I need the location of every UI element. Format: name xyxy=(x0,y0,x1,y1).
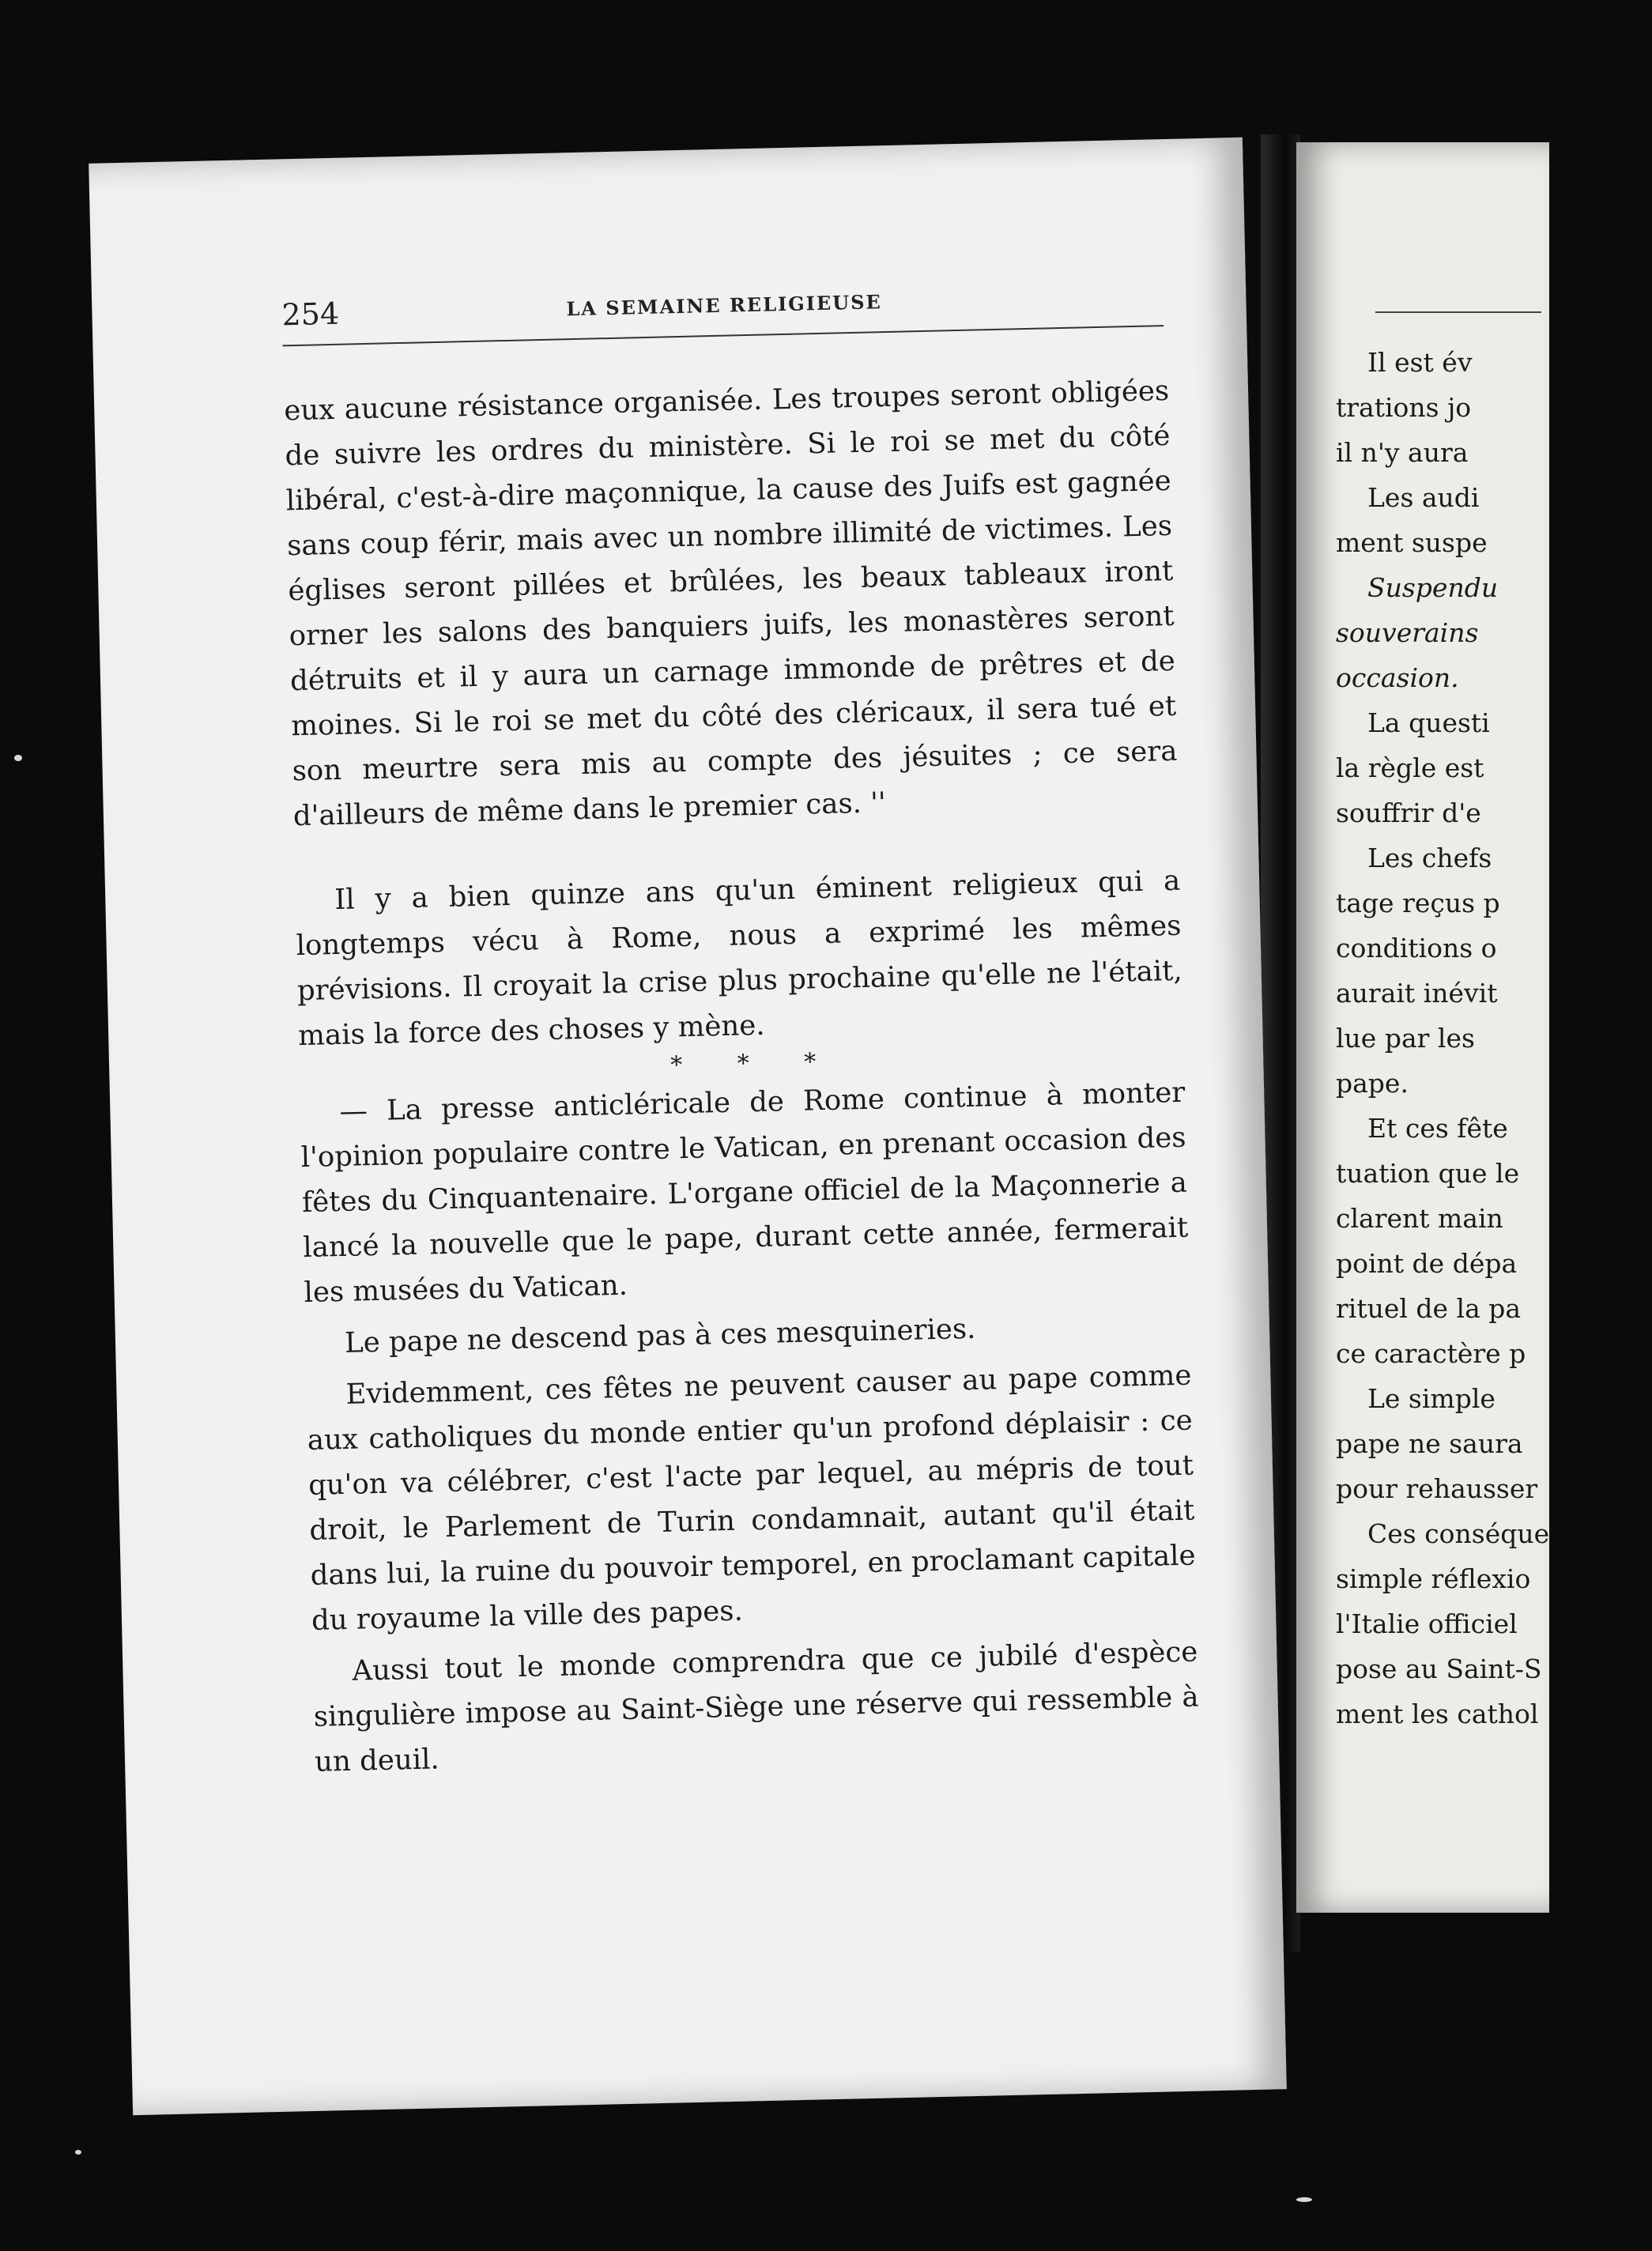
right-line: conditions o xyxy=(1336,933,1497,963)
left-page xyxy=(89,138,1287,2115)
right-line: tuation que le xyxy=(1336,1158,1520,1189)
right-line: lue par les xyxy=(1336,1023,1475,1054)
right-line: Suspendu xyxy=(1367,572,1499,603)
right-line: clarent main xyxy=(1336,1203,1503,1234)
page-number: 254 xyxy=(281,296,340,333)
right-line: occasion. xyxy=(1336,662,1459,693)
right-line: aurait inévit xyxy=(1336,978,1498,1009)
right-line: Et ces fête xyxy=(1367,1113,1508,1144)
paragraph: Il y a bien quinze ans qu'un éminent religieux qui a longtemps vécu à Rome, nous a exprimé les mêmes prévisions. Il croyait la crise plus prochaine qu'elle ne l'était, mais la force des choses y mène. xyxy=(296,864,1183,1053)
right-line: pape ne saura xyxy=(1336,1428,1523,1459)
right-line: pour rehausser xyxy=(1336,1473,1538,1504)
right-line: pape. xyxy=(1336,1068,1409,1099)
right-line: Le simple xyxy=(1367,1383,1495,1414)
page-header xyxy=(281,277,1164,346)
right-line: il n'y aura xyxy=(1336,437,1469,468)
right-page xyxy=(1296,142,1549,1913)
paragraph: — La presse anticléricale de Rome continue à monter l'opinion populaire contre le Vatican, en prenant occasion des fêtes du Cinquantenaire. L'organe officiel de la Maçonnerie a lancé la nouvelle que le pape, durant cette année, fermerait les musées du Vatican. xyxy=(300,1076,1189,1310)
right-line: Les audi xyxy=(1367,482,1480,513)
right-line: Il est év xyxy=(1367,347,1473,378)
right-line: ce caractère p xyxy=(1336,1338,1526,1369)
right-line: pose au Saint-S xyxy=(1336,1653,1542,1684)
right-line: ment suspe xyxy=(1336,527,1488,558)
paragraph: Le pape ne descend pas à ces mesquineries. xyxy=(344,1312,976,1359)
paragraph: Evidemment, ces fêtes ne peuvent causer au pape comme aux catholiques du monde entier qu'un profond déplaisir : ce qu'on va célébrer, c'est l'acte par lequel, au mépris de tout droit, le Parlement de Turin condamnait, autant qu'il était dans lui, la ruine du pouvoir temporel, en proclamant capitale du royaume la ville des papes. xyxy=(307,1359,1196,1637)
right-running-head-rule xyxy=(1375,311,1541,313)
right-line: Les chefs xyxy=(1367,843,1492,873)
scan-speck xyxy=(75,2150,81,2155)
right-line: tage reçus p xyxy=(1336,888,1500,918)
right-line: rituel de la pa xyxy=(1336,1293,1522,1324)
right-line: point de dépa xyxy=(1336,1248,1518,1279)
scan-speck xyxy=(1296,2197,1312,2202)
right-line: l'Italie officiel xyxy=(1336,1608,1518,1639)
right-line: ment les cathol xyxy=(1336,1699,1539,1729)
right-page-text xyxy=(1336,340,1652,1736)
right-line: La questi xyxy=(1367,707,1490,738)
right-line: la règle est xyxy=(1336,752,1484,783)
running-head: LA SEMAINE RELIGIEUSE xyxy=(566,290,883,321)
right-line: souverains xyxy=(1336,617,1479,648)
right-line: souffrir d'e xyxy=(1336,797,1481,828)
paragraph: Aussi tout le monde comprendra que ce jubilé d'espèce singulière impose au Saint-Siège une réserve qui ressemble à un deuil. xyxy=(313,1635,1200,1778)
article-body xyxy=(284,368,1201,1785)
right-line: simple réflexio xyxy=(1336,1563,1531,1594)
paragraph: eux aucune résistance organisée. Les troupes seront obligées de suivre les ordres du ministère. Si le roi se met du côté libéral, c'est-à-dire maçonnique, la cause des Juifs est gagnée sans coup férir, mais avec un nombre illimité de victimes. Les églises seront pillées et brûlées, les beaux tableaux iront orner les salons des banquiers juifs, les monastères seront détruits et il y aura un carnage immonde de prêtres et de moines. Si le roi se met du côté des cléricaux, il sera tué et son meurtre sera mis au compte des jésuites ; ce sera d'ailleurs de même dans le premier cas. '' xyxy=(283,374,1178,833)
right-line: Ces conséque xyxy=(1367,1518,1550,1549)
section-separator: * * * xyxy=(669,1047,840,1080)
right-line: trations jo xyxy=(1336,392,1472,423)
scan-speck xyxy=(14,755,22,761)
